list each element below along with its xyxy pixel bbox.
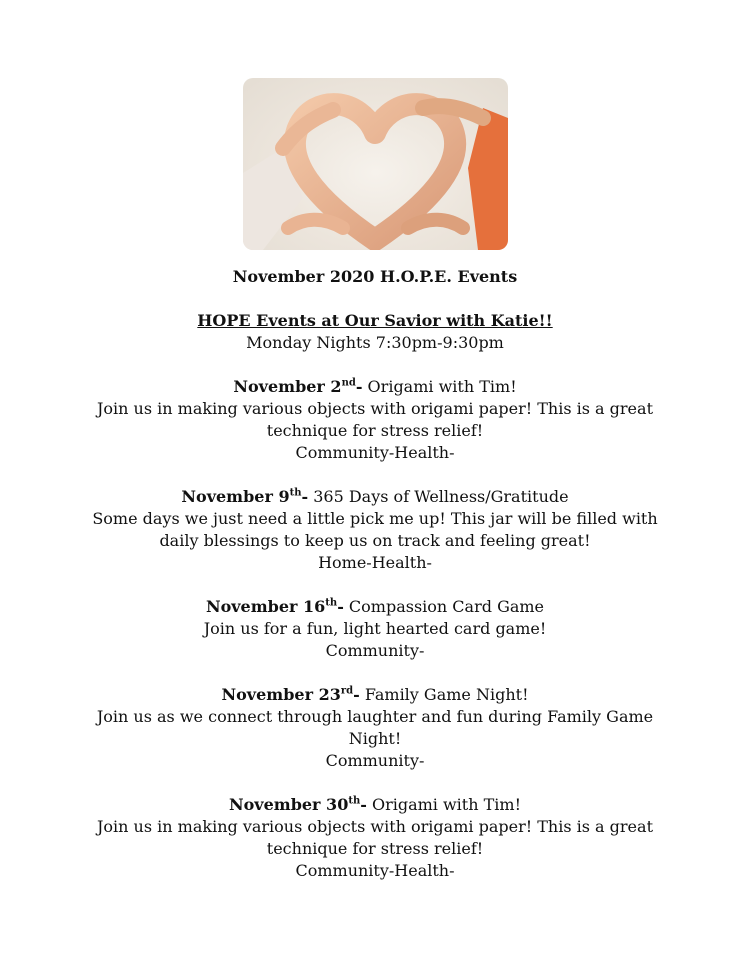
event-item: [0, 596, 750, 662]
event-dash: -: [360, 795, 367, 814]
event-description: Join us as we connect through laughter and fun during Family Game Night!: [96, 707, 654, 748]
event-name: Origami with Tim!: [366, 795, 522, 814]
event-name: Origami with Tim!: [362, 377, 517, 396]
event-date: November 9: [181, 487, 290, 506]
event-dash: -: [301, 487, 309, 506]
event-item: [0, 684, 750, 772]
heart-hands-image: [243, 78, 508, 250]
schedule-text: Monday Nights 7:30pm-9:30pm: [246, 333, 504, 352]
date-suffix: nd: [341, 377, 356, 389]
page-title: November 2020 H.O.P.E. Events: [232, 267, 518, 286]
event-dash: -: [337, 597, 344, 616]
event-date: November 30: [228, 795, 349, 814]
event-item: [0, 376, 750, 464]
event-tags: Home-Health-: [318, 553, 432, 572]
section-heading: HOPE Events at Our Savior with Katie!!: [197, 311, 553, 330]
heart-hands-icon: [243, 78, 508, 250]
event-description: Join us in making various objects with origami paper! This is a great technique for stress relief!: [97, 817, 653, 858]
event-name: 365 Days of Wellness/Gratitude: [308, 487, 569, 506]
date-suffix: th: [325, 597, 338, 609]
event-tags: Community-Health-: [295, 861, 455, 880]
event-name: Compassion Card Game: [343, 597, 545, 616]
event-document: [0, 266, 750, 882]
event-name: Family Game Night!: [359, 685, 529, 704]
event-date: November 23: [221, 685, 341, 704]
event-dash: -: [353, 685, 360, 704]
event-tags: Community-: [325, 751, 425, 770]
date-suffix: rd: [340, 685, 354, 697]
event-description: Join us in making various objects with origami paper! This is a great technique for stress relief!: [97, 399, 653, 440]
event-date: November 16: [205, 597, 326, 616]
event-tags: Community-Health-: [295, 443, 455, 462]
event-description: Join us for a fun, light hearted card game!: [203, 619, 547, 638]
date-suffix: th: [289, 487, 302, 499]
event-description: Some days we just need a little pick me up! This jar will be filled with daily blessings to keep us on track and feeling great!: [92, 509, 658, 550]
event-date: November 2: [233, 377, 342, 396]
event-tags: Community-: [325, 641, 425, 660]
event-item: [0, 794, 750, 882]
date-suffix: th: [348, 795, 361, 807]
event-item: [0, 486, 750, 574]
event-dash: -: [355, 377, 363, 396]
